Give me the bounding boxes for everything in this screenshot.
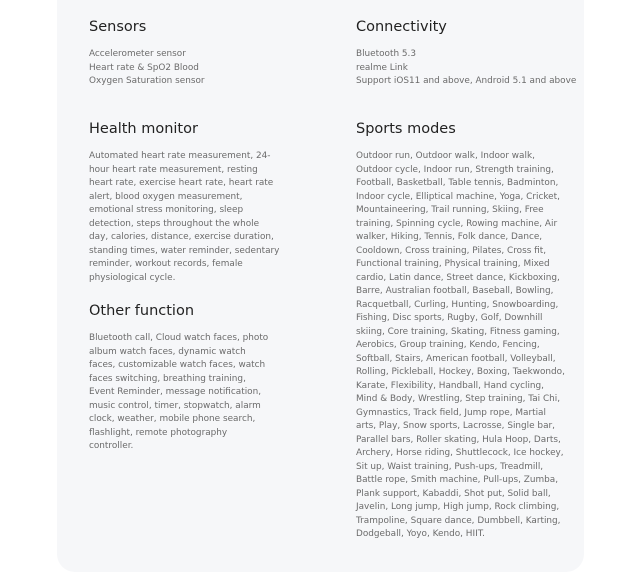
connectivity-section [356,18,596,89]
sensors-section [89,18,309,89]
health-monitor-heading: Health monitor [89,121,198,137]
health-monitor-text: Automated heart rate measurement, 24-hour heart rate measurement, resting heart rate, exercise heart rate, heart rate alert, blood oxygen measurement, emotional stress monitoring, sleep detection, steps throughout the whole day, calories, distance, exercise duration, standing times, water reminder, sedentary reminder, workout records, female physiological cycle. [89,151,280,283]
other-function-section [89,302,269,454]
connectivity-item: realme Link [356,62,408,73]
sports-modes-section [356,120,568,542]
sports-modes-text: Outdoor run, Outdoor walk, Indoor walk, Outdoor cycle, Indoor run, Strength training, Football, Basketball, Table tennis, Badminton, Indoor cycle, Elliptical machine, Yoga, Cricket, Mountaineering, Trail running, Skiing, Free training, Spinning cycle, Rowing machine, Air walker, Hiking, Tennis, Folk dance, Dance, Cooldown, Cross training, Pilates, Cross fit, Functional training, Physical training, Mixed cardio, Latin dance, Street dance, Kickboxing, Barre, Australian football, Baseball, Bowling, Racquetball, Curling, Hunting, Snowboarding, Fishing, Disc sports, Rugby, Golf, Downhill skiing, Core training, Skating, Fitness gaming, Aerobics, Group training, Kendo, Fencing, Softball, Stairs, American football, Volleyball, Rolling, Pickleball, Hockey, Boxing, Taekwondo, Karate, Flexibility, Handball, Hand cycling, Mind & Body, Wrestling, Step training, Tai Chi, Gymnastics, Track field, Jump rope, Martial arts, Play, Snow sports, Lacrosse, Single bar, Parallel bars, Roller skating, Hula Hoop, Darts, Archery, Horse riding, Shuttlecock, Ice hockey, Sit up, Waist training, Push-ups, Treadmill, Battle rope, Smith machine, Pull-ups, Zumba, Plank support, Kabaddi, Shot put, Solid ball, Javelin, Long jump, High jump, Rock climbing, Trampoline, Square dance, Dumbbell, Karting, Dodgeball, Yoyo, Kendo, HIIT. [356,151,565,539]
sensor-item: Accelerometer sensor [89,49,186,59]
connectivity-heading: Connectivity [356,19,447,35]
other-function-heading: Other function [89,303,195,319]
connectivity-list [356,48,596,89]
sensor-item: Oxygen Saturation sensor [89,76,205,86]
health-monitor-section [89,120,281,285]
sensors-heading: Sensors [89,19,147,35]
sports-modes-heading: Sports modes [356,121,456,137]
connectivity-item: Bluetooth 5.3 [356,49,417,59]
other-function-text: Bluetooth call, Cloud watch faces, photo album watch faces, dynamic watch faces, customizable watch faces, watch faces switching, breathing training, Event Reminder, message notification, music control, timer, stopwatch, alarm clock, weather, mobile phone search, flashlight, remote photography controller. [89,333,269,451]
connectivity-item: Support iOS11 and above, Android 5.1 and above [356,76,577,86]
sensor-item: Heart rate & SpO2 Blood [89,62,199,73]
sensors-list [89,48,309,89]
